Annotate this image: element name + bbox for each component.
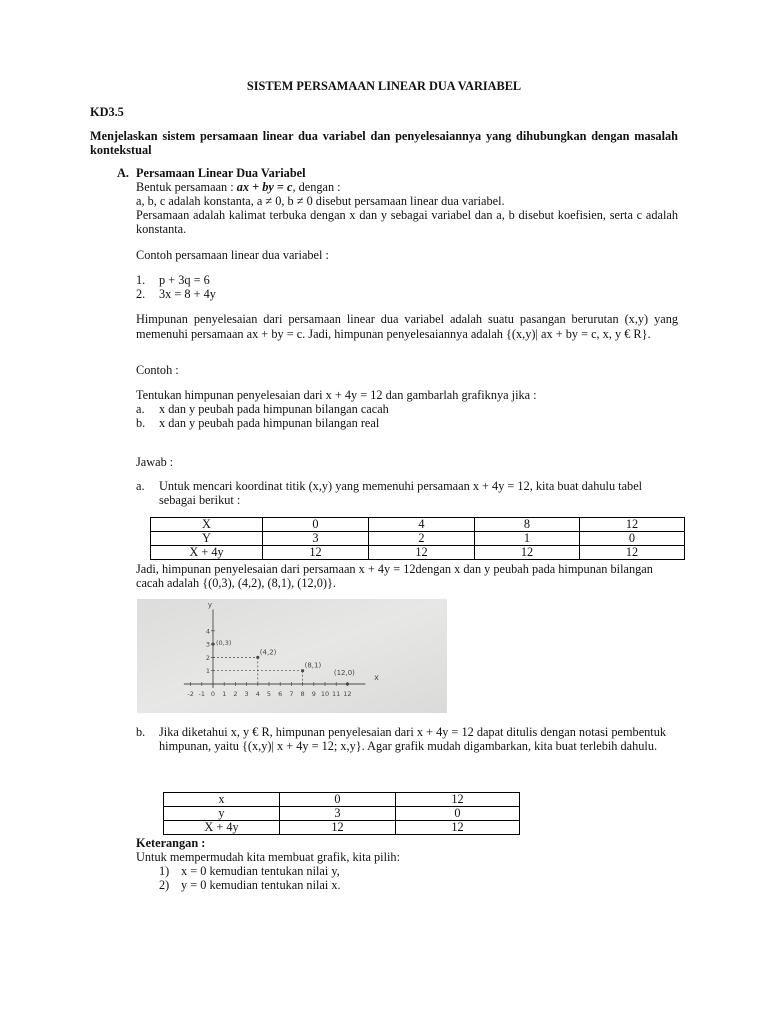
table-cell: 12 xyxy=(280,821,396,835)
y-tick-label: 3 xyxy=(205,640,211,649)
table-cell: 0 xyxy=(280,793,396,807)
table-cell: 2 xyxy=(369,532,475,546)
table-cell: 0 xyxy=(263,518,369,532)
keterangan-label: Keterangan : xyxy=(136,836,206,850)
objective: Menjelaskan sistem persamaan linear dua variabel dan penyelesaiannya yang dihubungkan dengan masalah kontekstual xyxy=(90,129,678,157)
table-cell: Y xyxy=(151,532,263,546)
x-tick-label: 4 xyxy=(255,690,260,698)
conclusion-a: Jadi, himpunan penyelesaian dari persamaan x + 4y = 12dengan x dan y peubah pada himpunan bilangan cacah adalah {(0,3), (4,2), (8,1), (12,0)}. xyxy=(136,562,653,590)
form-suffix: , dengan : xyxy=(292,180,341,194)
section-heading: Persamaan Linear Dua Variabel xyxy=(136,166,306,180)
table-row xyxy=(151,546,685,560)
step-2: y = 0 kemudian tentukan nilai x. xyxy=(181,878,341,892)
kd-label: KD3.5 xyxy=(90,105,124,119)
x-tick-label: 9 xyxy=(311,690,316,698)
table-cell: 12 xyxy=(580,546,685,560)
case-b-num: b. xyxy=(136,416,146,430)
example-2: 3x = 8 + 4y xyxy=(159,287,216,301)
jawab-label: Jawab : xyxy=(136,455,174,469)
answer-a-num: a. xyxy=(136,479,145,493)
graph-photo xyxy=(137,599,447,713)
table-cell: 12 xyxy=(396,821,520,835)
keterangan-text: Untuk mempermudah kita membuat grafik, kita pilih: xyxy=(136,850,400,864)
data-point xyxy=(346,682,349,685)
table-cell: 8 xyxy=(475,518,580,532)
table-cell: X + 4y xyxy=(151,546,263,560)
section-marker: A. xyxy=(117,166,129,180)
solution-set-text: Himpunan penyelesaian dari persamaan linear dua variabel adalah suatu pasangan berurutan (x,y) yang memenuhi persamaan ax + by = c. Jadi, himpunan penyelesaiannya adalah {(x,y)| ax + by = c, x, y € R}. xyxy=(136,312,678,341)
table-cell: X + 4y xyxy=(164,821,280,835)
form-prefix: Bentuk persamaan : xyxy=(136,180,237,194)
table-cell: 12 xyxy=(369,546,475,560)
y-tick-label: 1 xyxy=(205,667,211,676)
problem-text: Tentukan himpunan penyelesaian dari x + 4y = 12 dan gambarlah grafiknya jika : xyxy=(136,388,537,402)
table-cell: 0 xyxy=(396,807,520,821)
x-tick-label: 3 xyxy=(244,690,249,698)
x-tick-label: 11 xyxy=(332,690,341,698)
examples-intro: Contoh persamaan linear dua variabel : xyxy=(136,248,329,262)
table-cell: 4 xyxy=(369,518,475,532)
table-cell: y xyxy=(164,807,280,821)
constants-text: a, b, c adalah konstanta, a ≠ 0, b ≠ 0 disebut persamaan linear dua variabel. xyxy=(136,194,505,208)
x-tick-label: 12 xyxy=(343,690,352,698)
table-row xyxy=(164,807,520,821)
contoh-label: Contoh : xyxy=(136,363,179,377)
x-tick-label: 1 xyxy=(222,690,227,698)
table-cell: 12 xyxy=(263,546,369,560)
x-tick-label: 6 xyxy=(278,690,283,698)
example-2-num: 2. xyxy=(136,287,146,301)
table-row xyxy=(151,532,685,546)
step-2-num: 2) xyxy=(159,878,170,892)
coordinate-graph xyxy=(137,599,447,713)
form-equation: ax + by = c xyxy=(236,180,293,194)
point-label: (8,1) xyxy=(304,661,322,670)
x-tick-label: 7 xyxy=(289,690,294,698)
step-1-num: 1) xyxy=(159,864,170,878)
table-row xyxy=(151,518,685,532)
step-1: x = 0 kemudian tentukan nilai y, xyxy=(181,864,340,878)
form-line xyxy=(136,180,341,195)
table-row xyxy=(164,793,520,807)
x-tick-label: 5 xyxy=(266,690,272,698)
x-tick-label: -1 xyxy=(198,690,206,698)
case-b: x dan y peubah pada himpunan bilangan real xyxy=(159,416,380,430)
x-tick-label: -2 xyxy=(187,690,194,698)
table-row xyxy=(164,821,520,835)
case-a-num: a. xyxy=(136,402,145,416)
x-tick-label: 0 xyxy=(210,690,216,698)
y-tick-label: 2 xyxy=(205,653,211,662)
x-tick-label: 2 xyxy=(233,690,238,698)
table-cell: 12 xyxy=(475,546,580,560)
table-cell: 3 xyxy=(263,532,369,546)
table-cell: 3 xyxy=(280,807,396,821)
y-tick-label: 4 xyxy=(205,627,211,636)
intercept-table xyxy=(163,792,520,835)
table-cell: x xyxy=(164,793,280,807)
point-label: (4,2) xyxy=(259,648,277,657)
example-1-num: 1. xyxy=(136,273,146,287)
table-cell: 12 xyxy=(580,518,685,532)
answer-a-text: Untuk mencari koordinat titik (x,y) yang memenuhi persamaan x + 4y = 12, kita buat dahulu tabel sebagai berikut : xyxy=(159,479,643,507)
case-a: x dan y peubah pada himpunan bilangan cacah xyxy=(159,402,389,416)
table-cell: 1 xyxy=(475,532,580,546)
x-tick-label: 10 xyxy=(320,690,330,698)
point-label: (12,0) xyxy=(333,669,355,677)
answer-b-num: b. xyxy=(136,725,146,739)
data-point xyxy=(211,643,214,646)
table-cell: X xyxy=(151,518,263,532)
table-cell: 0 xyxy=(580,532,685,546)
answer-b-text: Jika diketahui x, y € R, himpunan penyelesaian dari x + 4y = 12 dapat ditulis dengan notasi pembentuk himpunan, yaitu {(x,y)| x + 4y = 12; x,y}. Agar grafik mudah digambarkan, kita buat terlebih dahulu. xyxy=(159,725,667,753)
y-axis-label: y xyxy=(207,600,213,609)
definition-text: Persamaan adalah kalimat terbuka dengan x dan y sebagai variabel dan a, b disebut koefisien, serta c adalah konstanta. xyxy=(136,208,678,236)
page-title: SISTEM PERSAMAAN LINEAR DUA VARIABEL xyxy=(246,79,522,93)
point-label: (0,3) xyxy=(216,639,232,648)
x-axis-label: x xyxy=(374,673,379,682)
table-cell: 12 xyxy=(396,793,520,807)
x-tick-label: 8 xyxy=(300,690,305,698)
coordinate-table xyxy=(150,517,685,560)
example-1: p + 3q = 6 xyxy=(159,273,210,287)
